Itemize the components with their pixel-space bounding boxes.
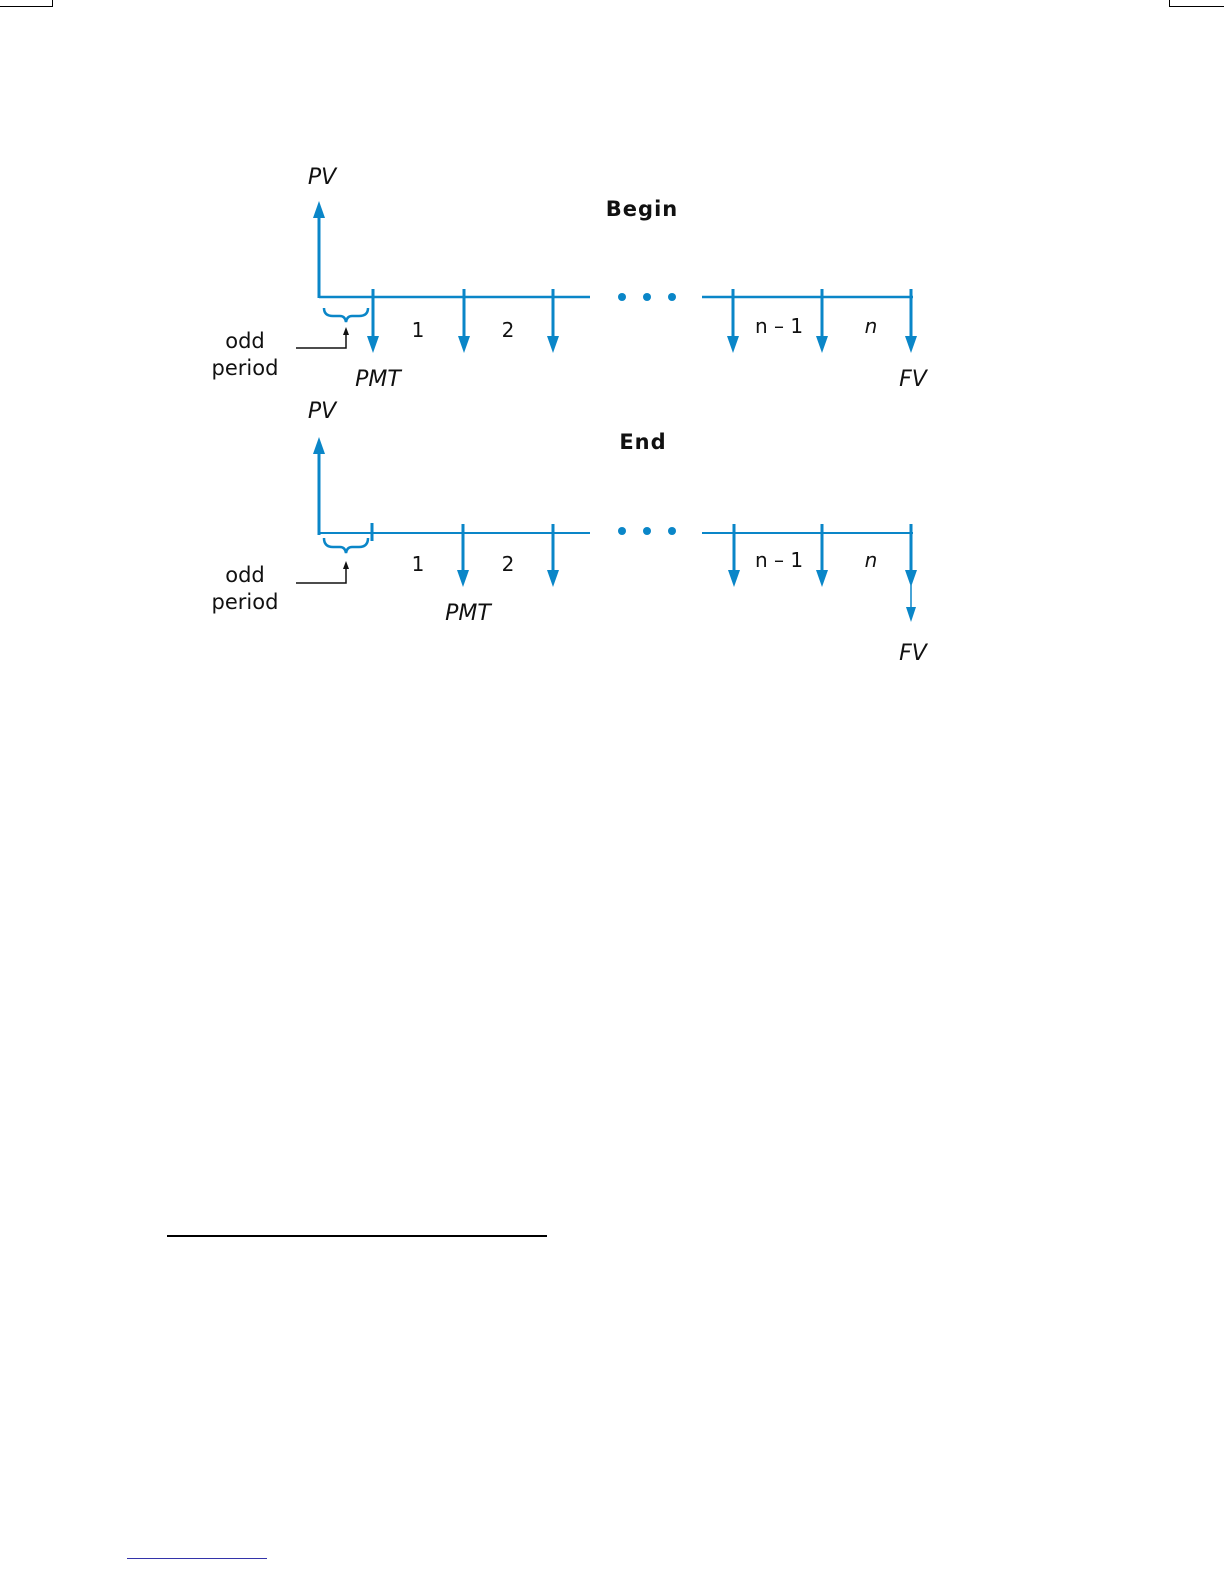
begin-pmt-arrow-5 bbox=[816, 289, 828, 353]
begin-pmt-label: PMT bbox=[355, 367, 401, 392]
begin-pmt-arrows bbox=[367, 289, 917, 353]
begin-period-label: period bbox=[211, 356, 279, 380]
corner-mark-right bbox=[1169, 0, 1224, 7]
end-pv-arrow bbox=[313, 437, 325, 535]
begin-pmt-arrow-2 bbox=[458, 289, 470, 353]
end-fv-arrow bbox=[906, 585, 916, 622]
end-period-label: period bbox=[211, 590, 279, 614]
begin-period-2: 2 bbox=[501, 318, 515, 342]
end-period-2: 2 bbox=[501, 552, 515, 576]
end-pmt-arrows bbox=[457, 524, 917, 622]
begin-ellipsis-dots bbox=[618, 293, 676, 301]
begin-odd-period-pointer bbox=[296, 327, 349, 348]
bottom-link-underline bbox=[127, 1558, 267, 1559]
begin-period-n: n bbox=[864, 314, 878, 338]
end-diagram bbox=[212, 399, 929, 666]
end-pv-label: PV bbox=[307, 399, 337, 424]
begin-odd-label: odd bbox=[225, 329, 265, 353]
begin-pv-arrow bbox=[313, 201, 325, 298]
end-odd-period-brace bbox=[324, 538, 368, 553]
end-odd-period-pointer bbox=[296, 561, 349, 583]
begin-fv-arrow bbox=[905, 289, 917, 353]
begin-pmt-arrow-3 bbox=[547, 289, 559, 353]
begin-period-n-minus-1: n – 1 bbox=[754, 314, 804, 338]
end-odd-label: odd bbox=[225, 563, 265, 587]
begin-pmt-arrow-4 bbox=[727, 289, 739, 353]
begin-period-1: 1 bbox=[411, 318, 425, 342]
end-ellipsis-dots bbox=[618, 527, 676, 535]
begin-pv-label: PV bbox=[307, 165, 337, 190]
begin-title: Begin bbox=[605, 197, 679, 221]
end-period-n: n bbox=[864, 548, 878, 572]
end-title: End bbox=[619, 430, 667, 454]
begin-fv-label: FV bbox=[899, 367, 927, 392]
begin-diagram bbox=[212, 165, 929, 392]
end-period-n-minus-1: n – 1 bbox=[754, 548, 804, 572]
begin-pmt-arrow-1 bbox=[367, 289, 379, 353]
begin-odd-period-brace bbox=[324, 308, 368, 322]
end-fv-label: FV bbox=[899, 641, 927, 666]
footnote-rule bbox=[167, 1235, 547, 1237]
corner-mark-left bbox=[0, 0, 53, 7]
end-pmt-label: PMT bbox=[445, 601, 491, 626]
end-period-1: 1 bbox=[411, 552, 425, 576]
